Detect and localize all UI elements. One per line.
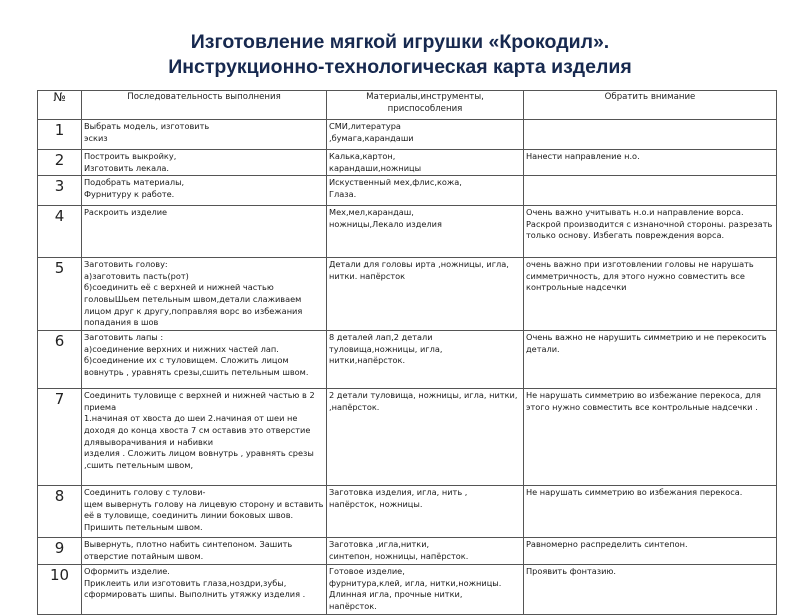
table-header-row (38, 91, 777, 120)
table-row (38, 150, 777, 176)
step-cell: Вывернуть, плотно набить синтепоном. Зашить отверстие потайным швом. (82, 538, 327, 565)
note-cell: Проявить фонтазию. (524, 565, 777, 614)
step-cell: Соединить голову с тулови- щем вывернуть голову на лицевую сторону и вставить её в туловище, соединить линии боковых швов. Пришить петельным швом. (82, 486, 327, 538)
materials-cell: Калька,картон, карандаши,ножницы (327, 150, 524, 176)
table-row (38, 120, 777, 150)
row-number: 1 (38, 120, 82, 150)
note-cell: Не нарушать симметрию во избежания перекоса. (524, 486, 777, 538)
note-cell: Нанести направление н.о. (524, 150, 777, 176)
materials-cell: СМИ,литература ,бумага,карандаши (327, 120, 524, 150)
materials-cell: Готовое изделие, фурнитура,клей, игла, нитки,ножницы. Длинная игла, прочные нитки, напёрсток. (327, 565, 524, 614)
header-materials: Материалы,инструменты, приспособления (327, 91, 524, 120)
note-cell: очень важно при изготовлении головы не нарушать симметричность, для этого нужно совместить все контрольные надсечки (524, 258, 777, 331)
header-attention: Обратить внимание (524, 91, 777, 120)
row-number: 8 (38, 486, 82, 538)
row-number: 4 (38, 206, 82, 258)
table-row (38, 486, 777, 538)
note-cell: Очень важно не нарушить симметрию и не перекосить детали. (524, 331, 777, 389)
note-cell: Равномерно распределить синтепон. (524, 538, 777, 565)
tech-card-table (37, 90, 777, 615)
table-row (38, 331, 777, 389)
header-sequence: Последовательность выполнения (82, 91, 327, 120)
materials-cell: 8 деталей лап,2 детали туловища,ножницы, игла, нитки,напёрсток. (327, 331, 524, 389)
step-cell: Выбрать модель, изготовить эскиз (82, 120, 327, 150)
materials-cell: Мех,мел,карандаш, ножницы,Лекало изделия (327, 206, 524, 258)
title-line-1: Изготовление мягкой игрушки «Крокодил». (190, 31, 610, 53)
materials-cell: Заготовка ,игла,нитки, синтепон, ножницы, напёрсток. (327, 538, 524, 565)
table-row (38, 565, 777, 614)
step-cell: Заготовить голову: а)заготовить пасть(рот) б)соединить её с верхней и нижней частью головыШьем петельным швом,детали слаживаем лицом друг к другу,поправляя ворс во избежания попадания в шов (82, 258, 327, 331)
materials-cell: 2 детали туловища, ножницы, игла, нитки, ,напёрсток. (327, 389, 524, 486)
step-cell: Подобрать материалы, Фурнитуру к работе. (82, 176, 327, 206)
row-number: 9 (38, 538, 82, 565)
page-title (0, 30, 800, 80)
table-row (38, 258, 777, 331)
step-cell: Оформить изделие. Приклеить или изготовить глаза,ноздри,зубы, сформировать шипы. Выполнить утяжку изделия . (82, 565, 327, 614)
row-number: 5 (38, 258, 82, 331)
materials-cell: Искуственный мех,флис,кожа, Глаза. (327, 176, 524, 206)
table-row (38, 176, 777, 206)
step-cell: Соединить туловище с верхней и нижней частью в 2 приема 1.начиная от хвоста до шеи 2.начиная от шеи не доходя до конца хвоста 7 см оставив это отверстие длявыворачивания и набивки изделия . Сложить лицом вовнутрь , уравнять срезы ,сшить петельным швом, (82, 389, 327, 486)
table-row (38, 389, 777, 486)
row-number: 2 (38, 150, 82, 176)
row-number: 10 (38, 565, 82, 614)
step-cell: Раскроить изделие (82, 206, 327, 258)
step-cell: Заготовить лапы : а)соединение верхних и нижних частей лап. б)соединение их с туловищем. Сложить лицом вовнутрь , уравнять срезы,сшить петельным швом. (82, 331, 327, 389)
note-cell: Не нарушать симметрию во избежание перекоса, для этого нужно совместить все контрольные надсечки . (524, 389, 777, 486)
materials-cell: Заготовка изделия, игла, нить , напёрсток, ножницы. (327, 486, 524, 538)
row-number: 6 (38, 331, 82, 389)
step-cell: Построить выкройку, Изготовить лекала. (82, 150, 327, 176)
materials-cell: Детали для головы ирта ,ножницы, игла, нитки. напёрсток (327, 258, 524, 331)
row-number: 3 (38, 176, 82, 206)
table-row (38, 538, 777, 565)
table-row (38, 206, 777, 258)
note-cell (524, 176, 777, 206)
row-number: 7 (38, 389, 82, 486)
note-cell (524, 120, 777, 150)
note-cell: Очень важно учитывать н.о.и направление ворса. Раскрой производится с изнаночной стороны. разрезать только основу. Избегать повреждения ворса. (524, 206, 777, 258)
title-line-2: Инструкционно-технологическая карта изделия (168, 56, 632, 78)
header-number: № (38, 91, 82, 120)
